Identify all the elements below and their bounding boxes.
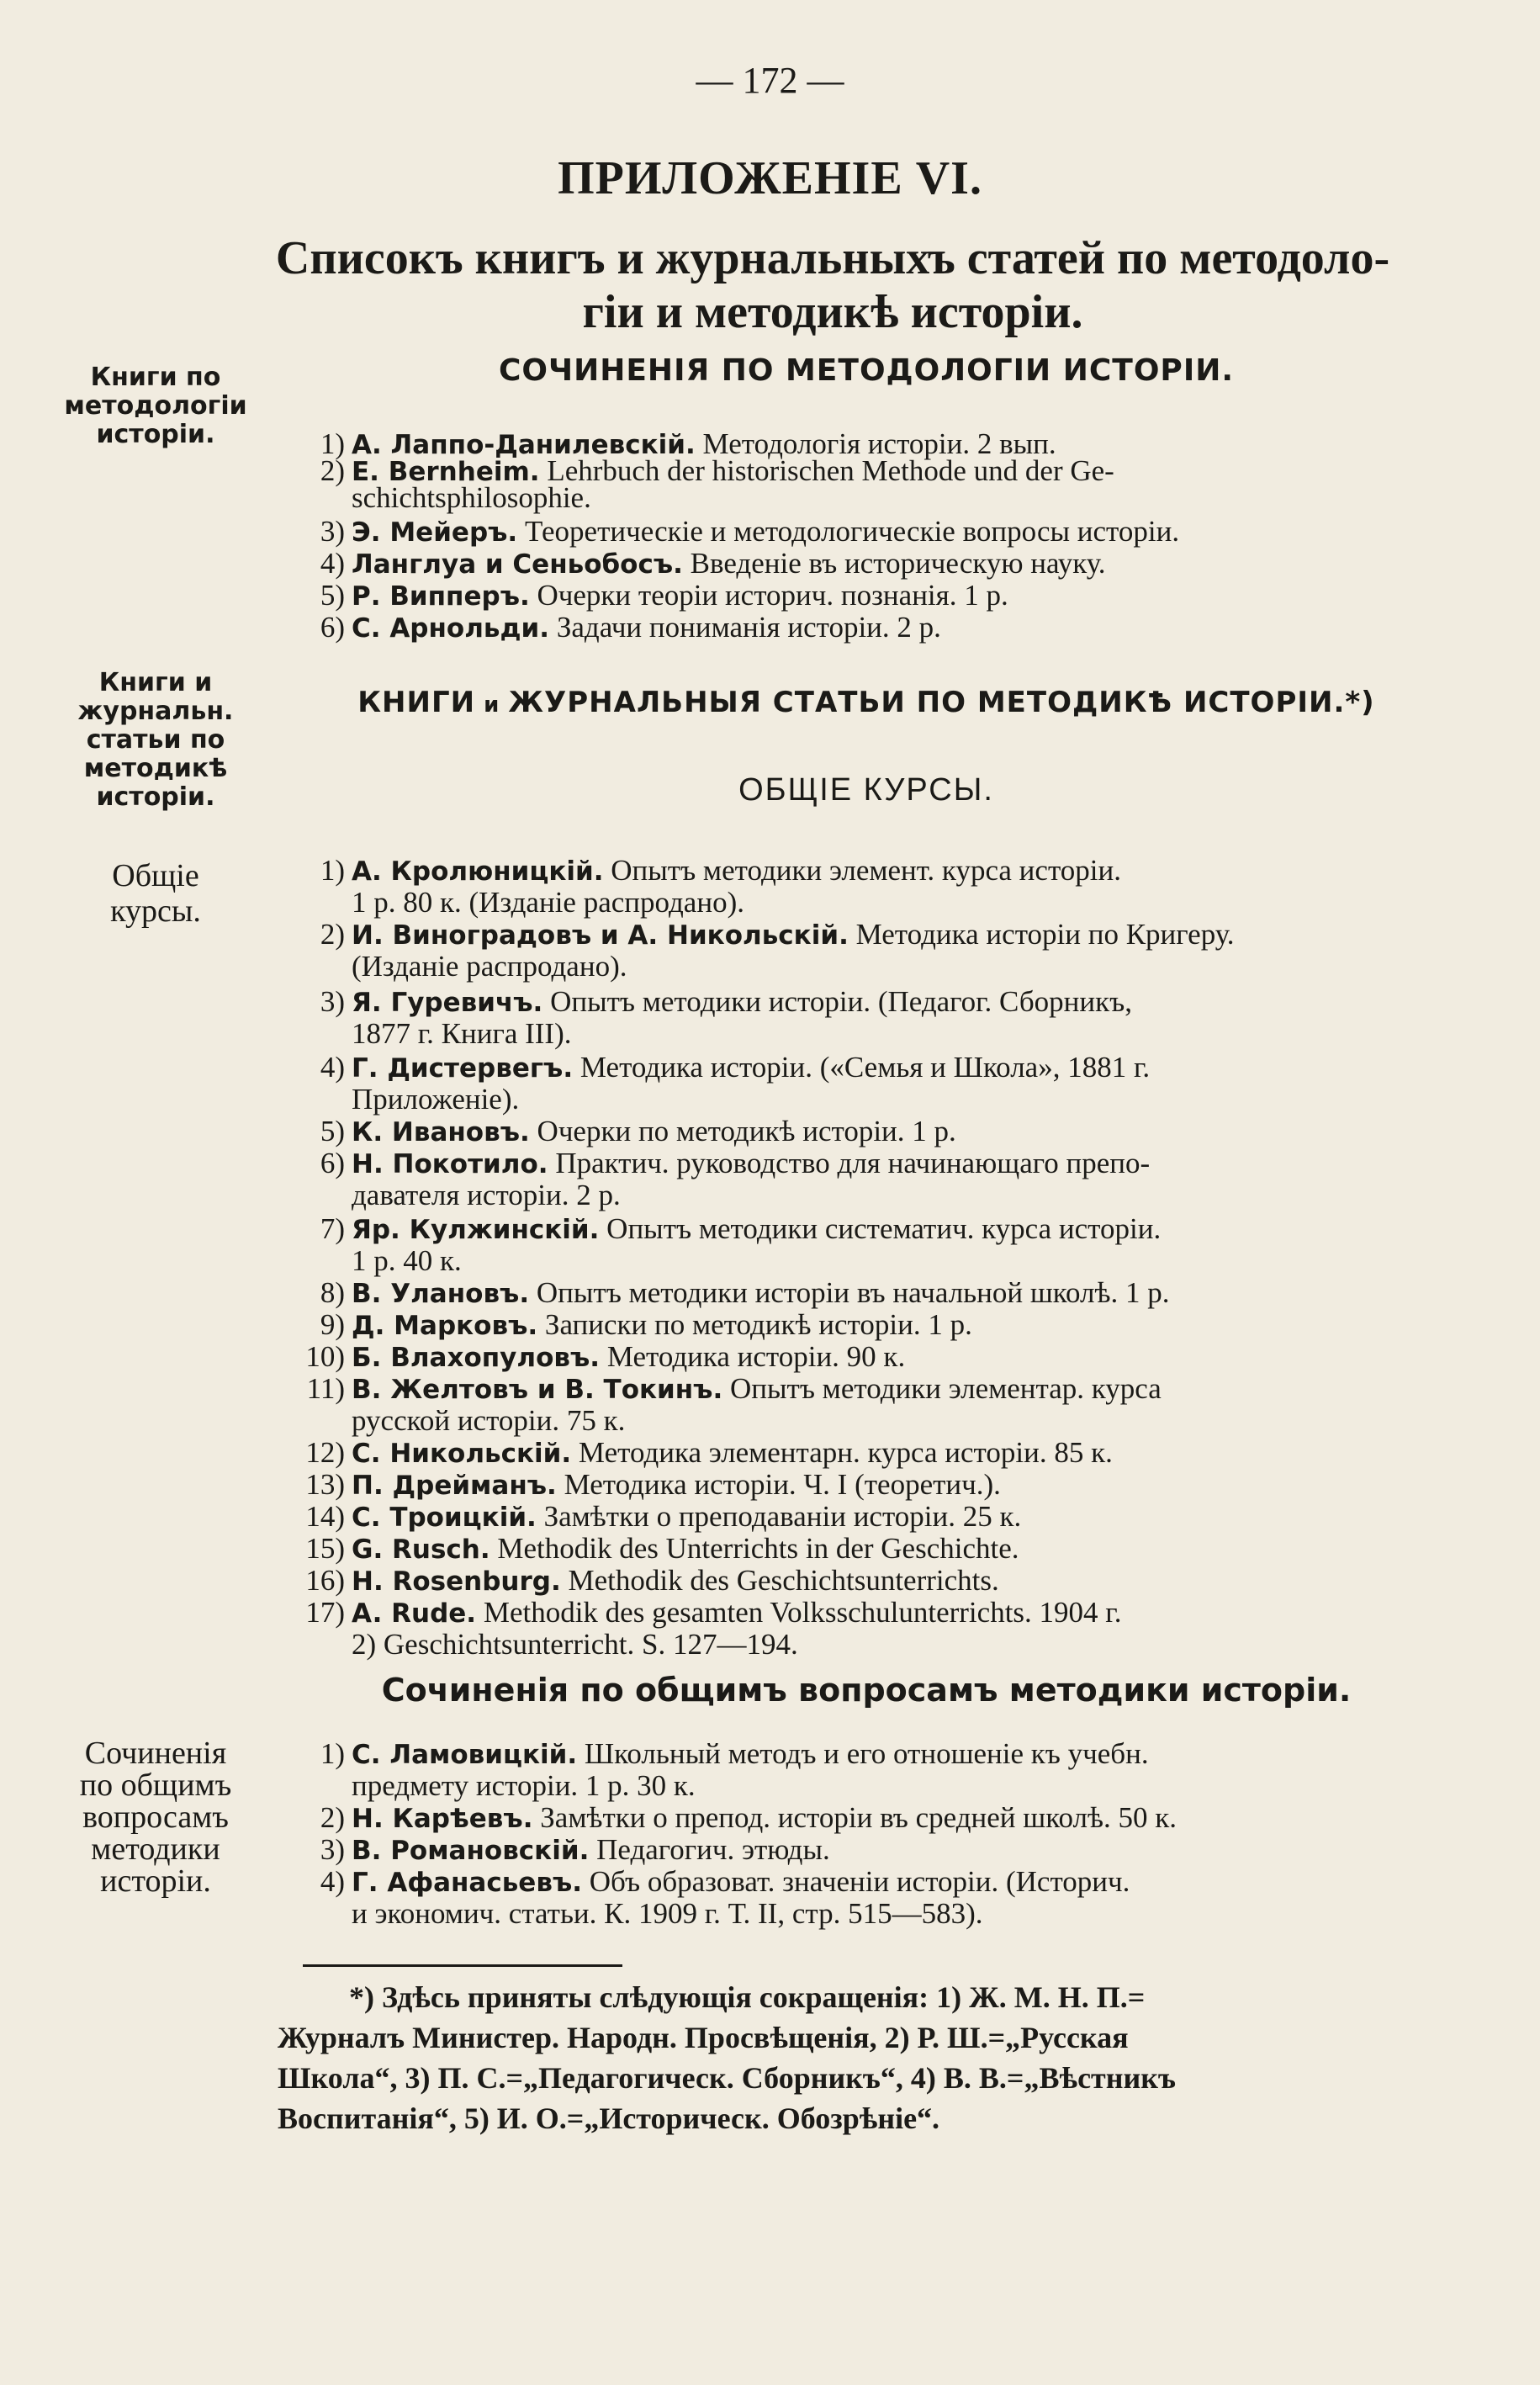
- list-item-continuation: Приложеніе).: [352, 1083, 520, 1116]
- page-title: [235, 231, 1430, 339]
- list-item-continuation: давателя исторіи. 2 р.: [352, 1179, 621, 1211]
- list-item: 3) Э. Мейеръ. Теоретическіе и методологическіе вопросы исторіи.: [320, 515, 1180, 548]
- list-item-continuation: schichtsphilosophie.: [352, 481, 591, 514]
- list-item-continuation: 1877 г. Книга III).: [352, 1017, 572, 1050]
- list-item: 4) Ланглуа и Сеньобосъ. Введеніе въ историческую науку.: [320, 547, 1106, 580]
- list-item: 10) Б. Влахопуловъ. Методика исторіи. 90 к.: [305, 1340, 906, 1373]
- title-line-2: гіи и методикѣ исторіи.: [582, 286, 1083, 338]
- list-item: 3) Я. Гуревичъ. Опытъ методики исторіи. (Педагог. Сборникъ,: [320, 985, 1132, 1018]
- page-number: — 172 —: [696, 60, 844, 101]
- list-item: 17) A. Rude. Methodik des gesamten Volksschulunterrichts. 1904 г.: [305, 1596, 1122, 1629]
- list-item: 11) В. Желтовъ и В. Токинъ. Опытъ методики элементар. курса: [306, 1372, 1162, 1405]
- list-item: 6) Н. Покотило. Практич. руководство для начинающаго препо-: [320, 1147, 1151, 1179]
- list-item-continuation: 1 р. 80 к. (Изданіе распродано).: [352, 886, 744, 919]
- list-item: 1) С. Ламовицкій. Школьный методъ и его отношеніе къ учебн.: [320, 1737, 1149, 1770]
- list-item: 13) П. Дрейманъ. Методика исторіи. Ч. I (теоретич.).: [305, 1468, 1001, 1501]
- list-item: 7) Яр. Кулжинскій. Опытъ методики систематич. курса исторіи.: [320, 1212, 1162, 1245]
- list-item: 4) Г. Афанасьевъ. Объ образоват. значеніи исторіи. (Историч.: [320, 1865, 1130, 1898]
- list-item: 5) Р. Випперъ. Очерки теоріи историч. познанія. 1 р.: [320, 579, 1008, 612]
- section-heading-methodics: КНИГИ и ЖУРНАЛЬНЫЯ СТАТЬИ ПО МЕТОДИКѢ ИСТОРІИ.*): [357, 686, 1375, 719]
- appendix-title: ПРИЛОЖЕНІЕ VI.: [558, 152, 982, 204]
- list-item: 6) С. Арнольди. Задачи пониманія исторіи. 2 р.: [320, 611, 941, 644]
- margin-note-methodics: Книги и журнальн. статьи по методикѣ исторіи.: [77, 668, 234, 812]
- margin-note-methodology: Книги по методологіи исторіи.: [64, 363, 247, 449]
- footnote: *) Здѣсь приняты слѣдующія сокращенія: 1) Ж. М. Н. П.= Журналъ Министер. Народн. Просвѣщенія, 2) Р. Ш.=„Русская Школа“, 3) П. С.=„Педагогическ. Сборникъ“, 4) В. В.=„Вѣстникъ Воспитанія“, 5) И. О.=„Историческ. Обозрѣніе“.: [278, 1980, 1176, 2135]
- list-item: 2) Н. Карѣевъ. Замѣтки о препод. исторіи въ средней школѣ. 50 к.: [320, 1801, 1177, 1834]
- list-item: 9) Д. Марковъ. Записки по методикѣ исторіи. 1 р.: [320, 1308, 972, 1341]
- list-item: 14) С. Троицкій. Замѣтки о преподаваніи исторіи. 25 к.: [305, 1500, 1022, 1533]
- list-item: 2) И. Виноградовъ и А. Никольскій. Методика исторіи по Кригеру.: [320, 918, 1235, 951]
- list-item: 2) E. Bernheim. Lehrbuch der historischen Methode und der Ge-: [320, 454, 1114, 487]
- list-item-continuation: предмету исторіи. 1 р. 30 к.: [352, 1769, 696, 1802]
- list-item-continuation: и экономич. статьи. К. 1909 г. Т. II, стр. 515—583).: [352, 1897, 983, 1930]
- list-item: 1) А. Кролюницкій. Опытъ методики элемент. курса исторіи.: [320, 854, 1121, 887]
- margin-note-general-questions: Сочиненія по общимъ вопросамъ методики исторіи.: [79, 1736, 232, 1899]
- list-item: 1) А. Лаппо-Данилевскій. Методологія исторіи. 2 вып.: [320, 427, 1056, 460]
- list-item: 8) В. Улановъ. Опытъ методики исторіи въ начальной школѣ. 1 р.: [320, 1276, 1170, 1309]
- margin-note-general-courses: Общіе курсы.: [110, 858, 201, 929]
- list-item-continuation: 2) Geschichtsunterricht. S. 127—194.: [352, 1628, 798, 1661]
- list-item: 3) В. Романовскій. Педагогич. этюды.: [320, 1833, 830, 1866]
- title-line-1: Списокъ книгъ и журнальныхъ статей по методоло-: [275, 232, 1390, 284]
- list-item: 16) H. Rosenburg. Methodik des Geschichtsunterrichts.: [305, 1564, 999, 1597]
- list-item-continuation: (Изданіе распродано).: [352, 950, 627, 983]
- list-item: 15) G. Rusch. Methodik des Unterrichts in der Geschichte.: [305, 1532, 1019, 1565]
- list-item: 12) С. Никольскій. Методика элементарн. курса исторіи. 85 к.: [305, 1436, 1113, 1469]
- list-item-continuation: 1 р. 40 к.: [352, 1244, 462, 1277]
- list-item: 4) Г. Дистервегъ. Методика исторіи. («Семья и Школа», 1881 г.: [320, 1051, 1151, 1084]
- list-item-continuation: русской исторіи. 75 к.: [352, 1404, 626, 1437]
- footnote-divider: [303, 1964, 622, 1967]
- section-heading-methodology: СОЧИНЕНІЯ ПО МЕТОДОЛОГІИ ИСТОРІИ.: [498, 353, 1235, 388]
- section-heading-general-questions: Сочиненія по общимъ вопросамъ методики исторіи.: [381, 1672, 1352, 1709]
- subheading-general-courses: ОБЩІЕ КУРСЫ.: [738, 772, 994, 808]
- list-item: 5) К. Ивановъ. Очерки по методикѣ исторіи. 1 р.: [320, 1115, 956, 1147]
